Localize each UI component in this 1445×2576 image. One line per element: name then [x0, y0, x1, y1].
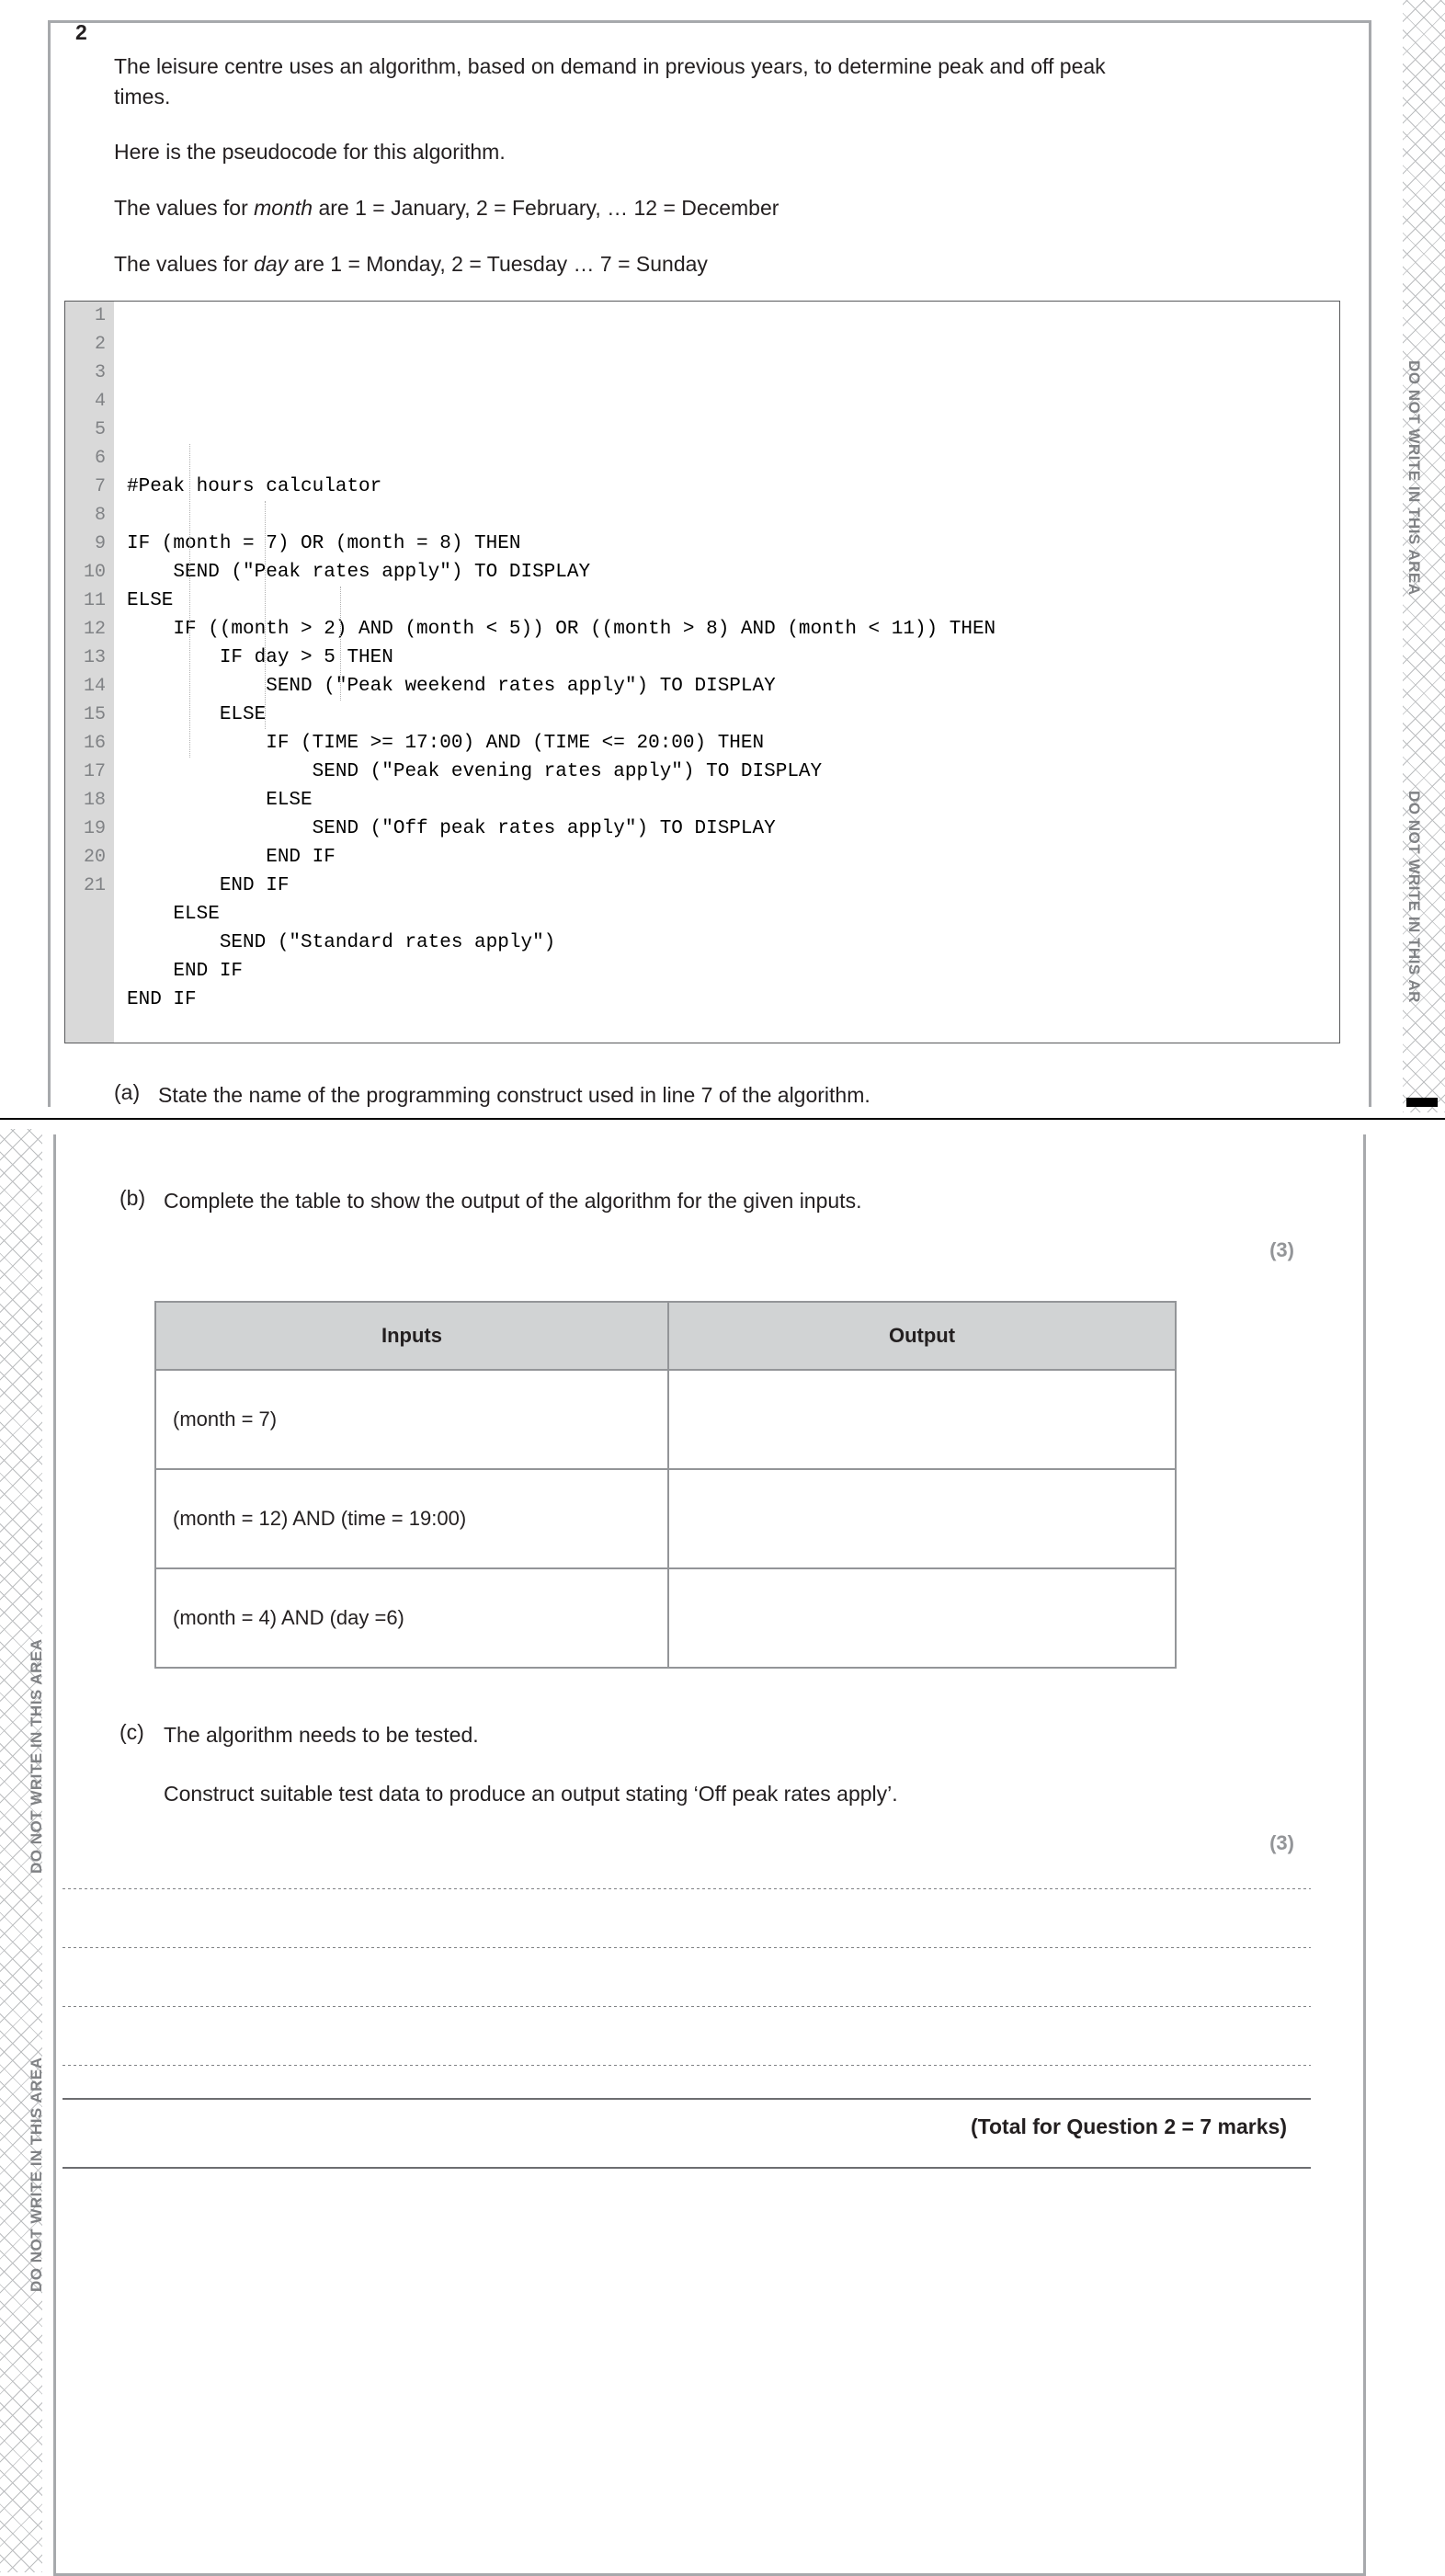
pseudocode-line-number: 5	[94, 419, 106, 441]
pseudocode-line: END IF	[127, 847, 336, 869]
indent-guide-1	[189, 444, 191, 758]
pseudocode-line: ELSE	[127, 790, 313, 812]
part-a-label: (a)	[114, 1080, 141, 1105]
pseudocode-line-number: 9	[94, 533, 106, 555]
pseudocode-line-number: 2	[94, 334, 106, 356]
pseudocode-line-numbers	[65, 302, 114, 1043]
inputs-outputs-table	[154, 1301, 1177, 1669]
month-keyword: month	[254, 195, 313, 220]
pseudocode-block	[64, 301, 1340, 1043]
pseudocode-line-number: 4	[94, 391, 106, 413]
pseudocode-line: SEND ("Off peak rates apply") TO DISPLAY	[127, 818, 776, 840]
question-month-values	[114, 193, 1107, 223]
month-values-post: are 1 = January, 2 = February, … 12 = December	[313, 195, 779, 220]
day-keyword: day	[254, 251, 289, 276]
no-write-text-left-lower: DO NOT WRITE IN THIS AREA	[28, 2057, 45, 2292]
question-content-bottom	[53, 1129, 1371, 2169]
pseudocode-line-number: 14	[83, 676, 106, 698]
pseudocode-line-number: 21	[83, 875, 106, 897]
scan-separator	[0, 1112, 1445, 1129]
question-intro: The leisure centre uses an algorithm, based on demand in previous years, to determine peak and off peak times.	[114, 54, 1106, 108]
pseudocode-line-number: 13	[83, 647, 106, 669]
indent-guide-2	[265, 501, 267, 729]
question-2	[48, 20, 1371, 279]
part-c-text-2: Construct suitable test data to produce an output stating ‘Off peak rates apply’.	[164, 1782, 898, 1807]
pseudocode-lines	[114, 302, 1339, 1043]
table-row	[155, 1568, 1176, 1668]
pseudocode-line: ELSE	[127, 704, 267, 726]
pseudocode-line-number: 6	[94, 448, 106, 470]
pseudocode-line-number: 3	[94, 362, 106, 384]
page-band-top	[0, 0, 1445, 1112]
day-values-post: are 1 = Monday, 2 = Tuesday … 7 = Sunday	[288, 251, 708, 276]
table-header-inputs: Inputs	[155, 1302, 668, 1370]
no-write-text-left-upper: DO NOT WRITE IN THIS AREA	[28, 1638, 45, 1874]
answer-line[interactable]	[63, 1947, 1311, 1949]
indent-guide-3	[340, 587, 342, 701]
table-cell-output[interactable]	[668, 1568, 1176, 1668]
pseudocode-line: IF ((month > 2) AND (month < 5)) OR ((month > 8) AND (month < 11)) THEN	[127, 619, 996, 641]
pseudocode-line: SEND ("Peak evening rates apply") TO DISPLAY	[127, 761, 823, 783]
total-underline	[63, 2167, 1311, 2169]
pseudocode-line: IF day > 5 THEN	[127, 647, 393, 669]
part-b	[119, 1186, 1186, 1216]
table-row	[155, 1370, 1176, 1469]
table-header-output: Output	[668, 1302, 1176, 1370]
pseudocode-line	[127, 1014, 1339, 1043]
pseudocode-line-number: 15	[83, 704, 106, 726]
question-total: (Total for Question 2 = 7 marks)	[63, 2098, 1311, 2152]
pseudocode-line	[127, 444, 1339, 473]
pseudocode-line: IF (month = 7) OR (month = 8) THEN	[127, 533, 521, 555]
table-header-row	[155, 1302, 1176, 1370]
answer-line[interactable]	[63, 2006, 1311, 2008]
table-cell-input: (month = 4) AND (day =6)	[155, 1568, 668, 1668]
answer-line[interactable]	[63, 2065, 1311, 2067]
pseudocode-line-number: 11	[83, 590, 106, 612]
pseudocode-line-number: 16	[83, 733, 106, 755]
part-c-marks: (3)	[1269, 1830, 1294, 1854]
pseudocode-line: END IF	[127, 961, 244, 983]
pseudocode-line-number: 12	[83, 619, 106, 641]
pseudocode-line: SEND ("Standard rates apply")	[127, 932, 556, 954]
question-stem	[114, 51, 1107, 279]
pseudocode-line-number: 7	[94, 476, 106, 498]
pseudocode-line: END IF	[127, 989, 197, 1011]
table-cell-input: (month = 12) AND (time = 19:00)	[155, 1469, 668, 1568]
pseudocode-line: #Peak hours calculator	[127, 476, 382, 498]
page-band-bottom	[0, 1129, 1445, 2572]
scan-edge-tick	[1406, 1098, 1438, 1107]
pseudocode-line-number: 18	[83, 790, 106, 812]
pseudocode-line-number: 20	[83, 847, 106, 869]
question-content-top	[48, 20, 1371, 1155]
pseudocode-line: END IF	[127, 875, 290, 897]
pseudocode-line: SEND ("Peak weekend rates apply") TO DISPLAY	[127, 676, 776, 698]
part-a	[114, 1080, 1180, 1111]
pseudocode-line-number: 8	[94, 505, 106, 527]
part-a-text: State the name of the programming construct used in line 7 of the algorithm.	[158, 1083, 870, 1108]
pseudocode-line: ELSE	[127, 590, 174, 612]
pseudocode-line: IF (TIME >= 17:00) AND (TIME <= 20:00) THEN	[127, 733, 765, 755]
answer-line[interactable]	[63, 1888, 1311, 1890]
part-c-text-1: The algorithm needs to be tested.	[164, 1722, 479, 1747]
part-c	[119, 1720, 1186, 1809]
table-body	[155, 1370, 1176, 1668]
pseudocode-line-number: 10	[83, 562, 106, 584]
no-write-text-right-top: DO NOT WRITE IN THIS AREA	[1405, 360, 1423, 596]
question-day-values	[114, 249, 1107, 279]
table-cell-output[interactable]	[668, 1370, 1176, 1469]
day-values-pre: The values for	[114, 251, 255, 276]
no-write-text-right-mid: DO NOT WRITE IN THIS AR	[1405, 791, 1423, 1003]
table-cell-input: (month = 7)	[155, 1370, 668, 1469]
table-row	[155, 1469, 1176, 1568]
question-number: 2	[75, 20, 87, 44]
scan-separator-line	[0, 1118, 1445, 1120]
part-b-marks: (3)	[1269, 1237, 1294, 1261]
pseudocode-line-number: 17	[83, 761, 106, 783]
month-values-pre: The values for	[114, 195, 255, 220]
question-line-2: Here is the pseudocode for this algorithm.	[114, 140, 506, 165]
pseudocode-line: ELSE	[127, 904, 220, 926]
table-cell-output[interactable]	[668, 1469, 1176, 1568]
answer-lines	[63, 1888, 1311, 2067]
pseudocode-line	[127, 501, 1339, 530]
pseudocode-line-number: 1	[94, 305, 106, 327]
pseudocode-line: SEND ("Peak rates apply") TO DISPLAY	[127, 562, 591, 584]
part-b-text: Complete the table to show the output of the algorithm for the given inputs.	[164, 1189, 862, 1213]
pseudocode-line-number: 19	[83, 818, 106, 840]
part-b-label: (b)	[119, 1186, 146, 1210]
part-c-label: (c)	[119, 1719, 144, 1744]
